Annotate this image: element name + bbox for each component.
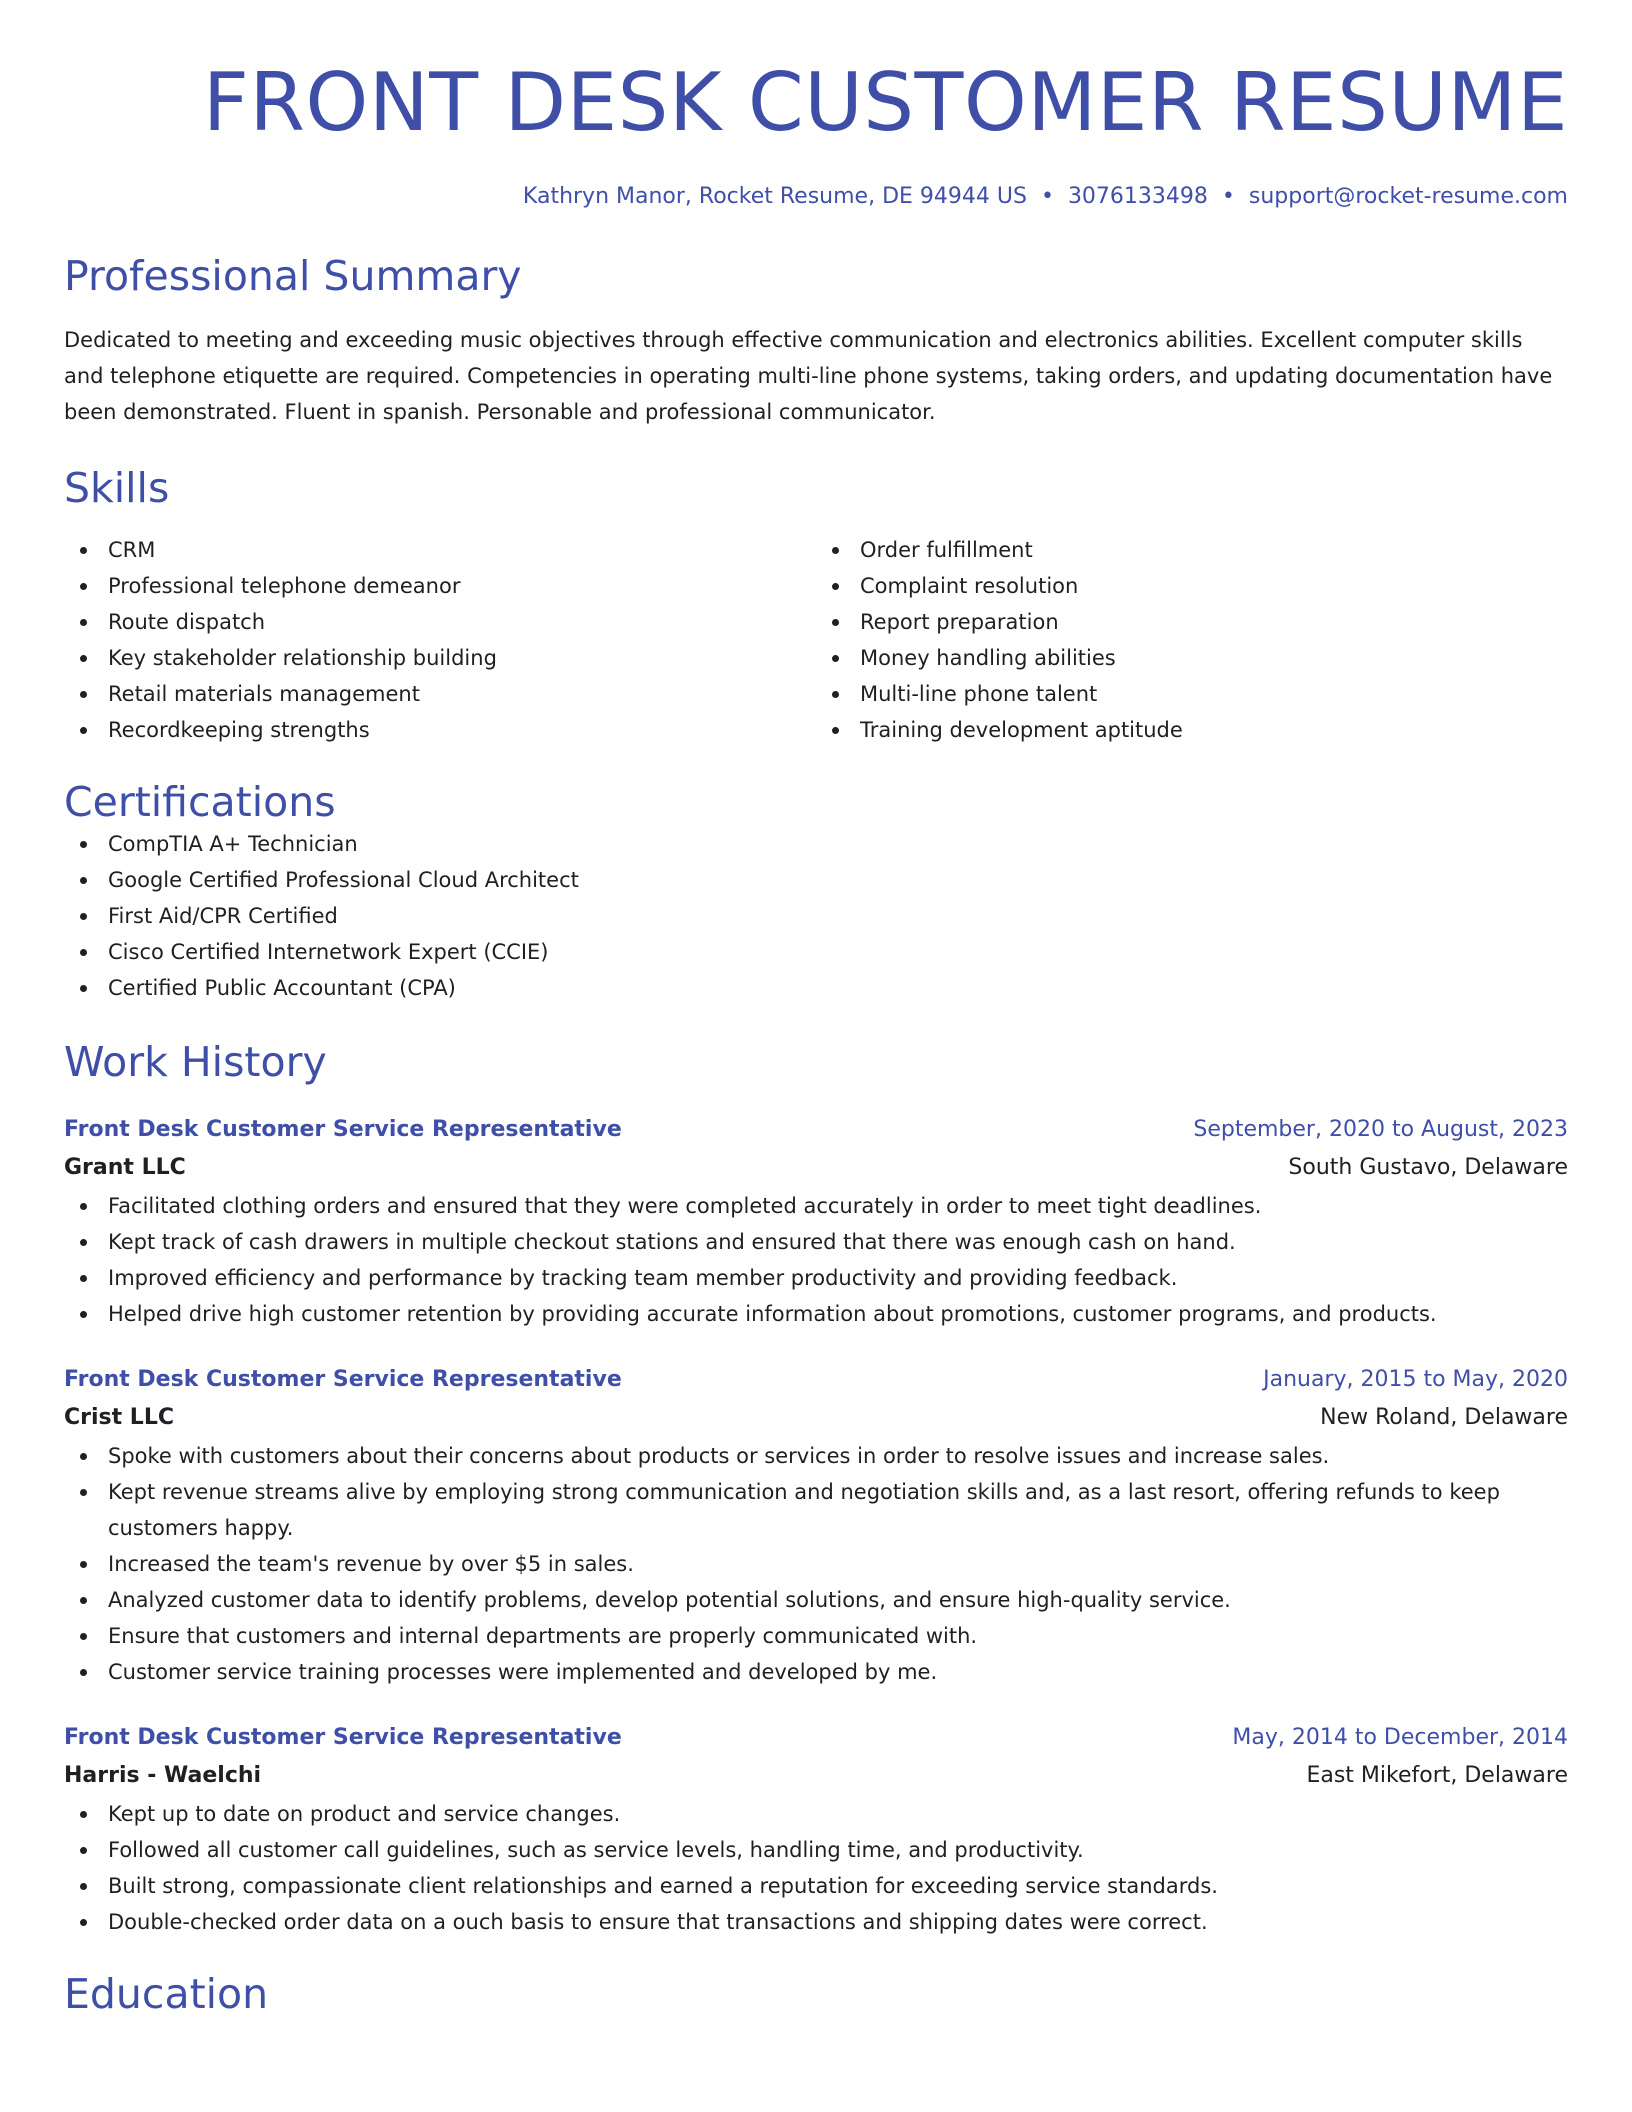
job-dates: January, 2015 to May, 2020 (1263, 1367, 1568, 1392)
job-location: East Mikefort, Delaware (1306, 1763, 1568, 1788)
job-title: Front Desk Customer Service Representative (64, 1367, 622, 1392)
education-heading: Education (64, 1970, 269, 2018)
job-duty: Improved efficiency and performance by tracking team member productivity and providing feedback. (64, 1260, 1568, 1296)
job-duty: Spoke with customers about their concerns about products or services in order to resolve issues and increase sales. (64, 1438, 1568, 1474)
job-duty: Ensure that customers and internal departments are properly communicated with. (64, 1618, 1568, 1654)
skill-item: Report preparation (816, 604, 1568, 640)
job-duty: Facilitated clothing orders and ensured that they were completed accurately in order to meet tight deadlines. (64, 1188, 1568, 1224)
skill-item: Retail materials management (64, 676, 816, 712)
skill-item: CRM (64, 532, 816, 568)
skill-item: Money handling abilities (816, 640, 1568, 676)
job-company-row (64, 1756, 1568, 1796)
job-duty: Followed all customer call guidelines, such as service levels, handling time, and productivity. (64, 1832, 1568, 1868)
skill-item: Training development aptitude (816, 712, 1568, 748)
contact-line (64, 182, 1568, 212)
contact-address: Kathryn Manor, Rocket Resume, DE 94944 US (522, 184, 1027, 209)
job-company-row (64, 1398, 1568, 1438)
contact-separator: • (1221, 184, 1235, 209)
job-duty: Double-checked order data on a ouch basis to ensure that transactions and shipping dates were correct. (64, 1904, 1568, 1940)
job-dates: September, 2020 to August, 2023 (1193, 1117, 1568, 1142)
job-location: New Roland, Delaware (1320, 1405, 1568, 1430)
contact-separator: • (1040, 184, 1054, 209)
job-duty: Kept revenue streams alive by employing strong communication and negotiation skills and, as a last resort, offering refunds to keep customers happy. (64, 1474, 1568, 1546)
job-company: Crist LLC (64, 1405, 174, 1430)
skills-grid (64, 532, 1568, 748)
skills-column-left (64, 532, 816, 748)
skill-item: Order fulfillment (816, 532, 1568, 568)
job-duty: Customer service training processes were implemented and developed by me. (64, 1654, 1568, 1690)
skill-item: Multi-line phone talent (816, 676, 1568, 712)
skill-item: Key stakeholder relationship building (64, 640, 816, 676)
job-location: South Gustavo, Delaware (1288, 1155, 1568, 1180)
job-company: Grant LLC (64, 1155, 186, 1180)
contact-phone: 3076133498 (1067, 184, 1208, 209)
contact-email: support@rocket-resume.com (1248, 184, 1568, 209)
skill-item: Complaint resolution (816, 568, 1568, 604)
job-title-row (64, 1720, 1568, 1756)
certification-item: CompTIA A+ Technician (64, 826, 1568, 862)
job-duty: Helped drive high customer retention by providing accurate information about promotions, customer programs, and products. (64, 1296, 1568, 1332)
certifications-heading: Certifications (64, 778, 336, 826)
skill-item: Recordkeeping strengths (64, 712, 816, 748)
job-duty: Analyzed customer data to identify problems, develop potential solutions, and ensure high-quality service. (64, 1582, 1568, 1618)
skills-list-left (64, 532, 816, 748)
certification-item: Google Certified Professional Cloud Architect (64, 862, 1568, 898)
job-duties-list (64, 1796, 1568, 1940)
job-title: Front Desk Customer Service Representative (64, 1725, 622, 1750)
skills-column-right (816, 532, 1568, 748)
job-company: Harris - Waelchi (64, 1763, 262, 1788)
certification-item: Certified Public Accountant (CPA) (64, 970, 1568, 1006)
job-duties-list (64, 1438, 1568, 1690)
resume-title: FRONT DESK CUSTOMER RESUME (202, 56, 1568, 149)
work-history-heading: Work History (64, 1038, 327, 1086)
job-duty: Increased the team's revenue by over $5 in sales. (64, 1546, 1568, 1582)
job-duty: Kept up to date on product and service changes. (64, 1796, 1568, 1832)
skills-heading: Skills (64, 464, 170, 512)
job-entry (64, 1362, 1568, 1690)
certification-item: Cisco Certified Internetwork Expert (CCIE) (64, 934, 1568, 970)
job-dates: May, 2014 to December, 2014 (1232, 1725, 1568, 1750)
job-title-row (64, 1112, 1568, 1148)
job-entry (64, 1720, 1568, 1940)
certification-item: First Aid/CPR Certified (64, 898, 1568, 934)
skills-list-right (816, 532, 1568, 748)
summary-text: Dedicated to meeting and exceeding music objectives through effective communication and electronics abilities. Excellent computer skills and telephone etiquette are required. Competencies in operating multi-line phone systems, taking orders, and updating documentation have been demonstrated. Fluent in spanish. Personable and professional communicator. (64, 328, 1553, 424)
job-duties-list (64, 1188, 1568, 1332)
job-title-row (64, 1362, 1568, 1398)
job-duty: Built strong, compassionate client relationships and earned a reputation for exceeding service standards. (64, 1868, 1568, 1904)
skill-item: Route dispatch (64, 604, 816, 640)
certifications-list (64, 826, 1568, 1006)
skill-item: Professional telephone demeanor (64, 568, 816, 604)
job-title: Front Desk Customer Service Representative (64, 1117, 622, 1142)
job-company-row (64, 1148, 1568, 1188)
job-entry (64, 1112, 1568, 1332)
job-duty: Kept track of cash drawers in multiple checkout stations and ensured that there was enough cash on hand. (64, 1224, 1568, 1260)
summary-heading: Professional Summary (64, 252, 522, 300)
